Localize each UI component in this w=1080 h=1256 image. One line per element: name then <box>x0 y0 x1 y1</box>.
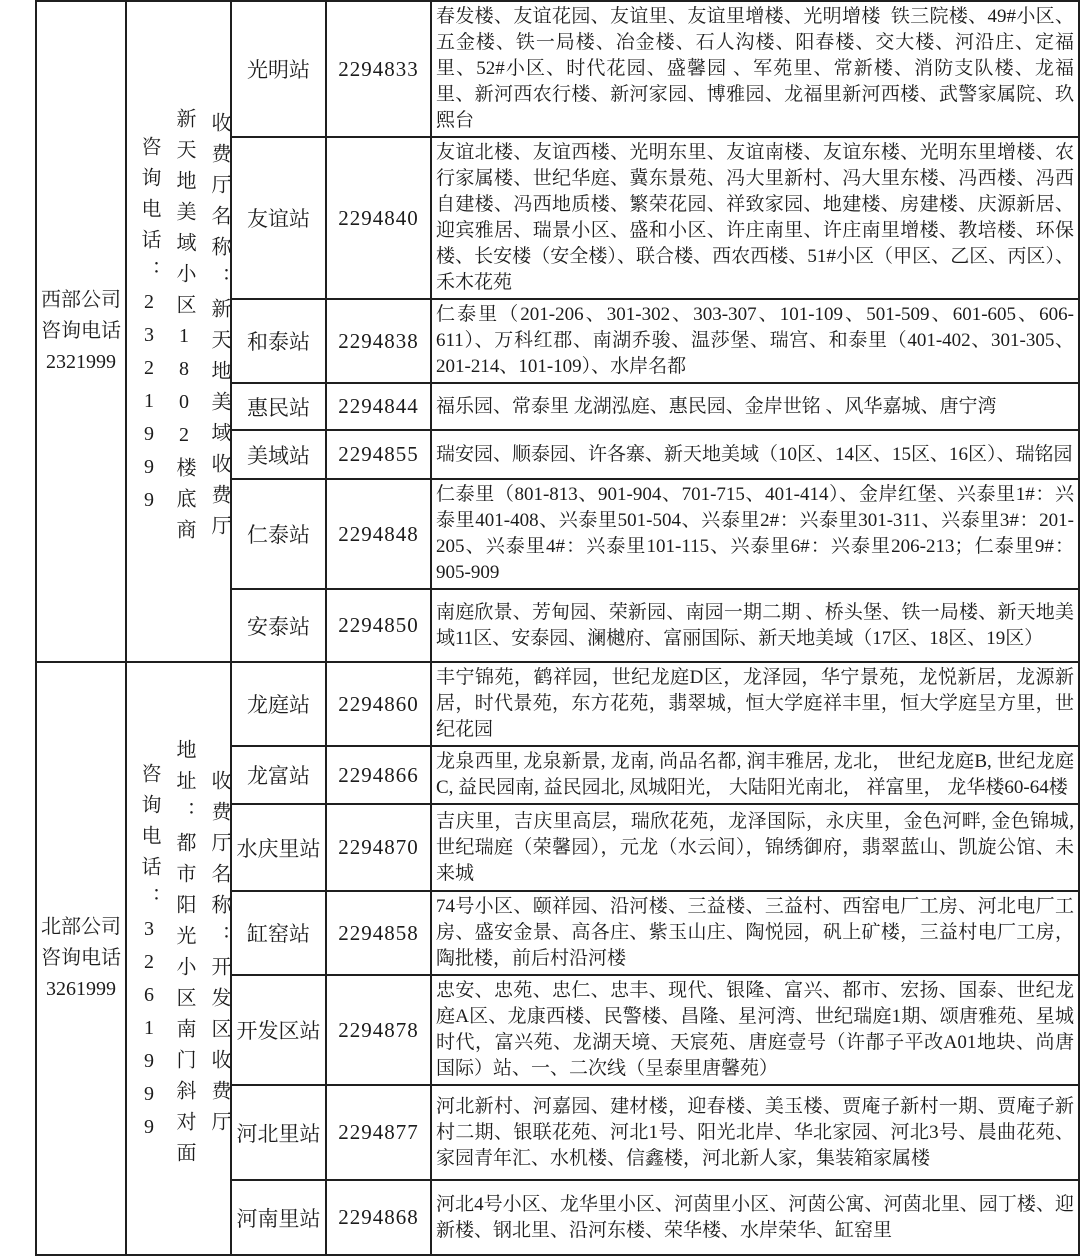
station-name-cell: 美域站 <box>231 430 326 479</box>
hall-name-line: 收费厅名称：开发区收费厅 <box>208 770 230 1142</box>
company-cell-north <box>36 662 126 1255</box>
station-coverage-cell: 仁泰里（201-206、301-302、303-307、101-109、501-509、601-605、606-611）、万科红郡、南湖乔骏、温莎堡、瑞宫、和泰里（401-402、301-305、201-214、101-109）、水岸名都 <box>431 299 1079 383</box>
station-name-cell: 和泰站 <box>231 299 326 383</box>
hall-address-line: 地址：都市阳光小区南门斜对面 <box>173 739 195 1173</box>
station-name-cell: 河南里站 <box>231 1180 326 1255</box>
station-name-cell: 惠民站 <box>231 383 326 430</box>
station-phone-cell: 2294870 <box>326 804 431 891</box>
hall-address-line: 新天地美域小区1802楼底商 <box>173 108 195 550</box>
station-name-cell: 水庆里站 <box>231 804 326 891</box>
company-cell-west <box>36 1 126 662</box>
station-phone-cell: 2294858 <box>326 891 431 975</box>
station-phone-cell: 2294833 <box>326 1 431 137</box>
station-phone-cell: 2294877 <box>326 1085 431 1180</box>
station-phone-cell: 2294866 <box>326 746 431 804</box>
station-name-cell: 缸窑站 <box>231 891 326 975</box>
station-coverage-cell: 瑞安园、顺泰园、许各寨、新天地美域（10区、14区、15区、16区）、瑞铭园 <box>431 430 1079 479</box>
company-phone-label: 咨询电话 <box>41 947 121 969</box>
hall-vertical-text <box>131 92 236 566</box>
station-phone-cell: 2294840 <box>326 137 431 299</box>
station-coverage-cell: 福乐园、常泰里 龙湖泓庭、惠民园、金岸世铭 、风华嘉城、唐宁湾 <box>431 383 1079 430</box>
station-name-cell: 开发区站 <box>231 975 326 1085</box>
hall-phone-line: 咨询电话：2321999 <box>138 136 160 522</box>
station-phone-cell: 2294844 <box>326 383 431 430</box>
station-name-cell: 仁泰站 <box>231 479 326 589</box>
station-coverage-cell: 74号小区、颐祥园、沿河楼、三益楼、三益村、西窑电厂工房、河北电厂工房、盛安金景、高各庄、紫玉山庄、陶悦园，矾上矿楼，三益村电厂工房，陶批楼，前后村沿河楼 <box>431 891 1079 975</box>
station-coverage-cell: 忠安、忠苑、忠仁、忠丰、现代、银隆、富兴、都市、宏扬、国泰、世纪龙庭A区、龙康西楼、民警楼、昌隆、星河湾、世纪瑞庭1期、颂唐雅苑、星城时代，富兴苑、龙湖天境、天宸苑、唐庭壹号（许郬子平改A01地块、尚唐国际）站、一、二次线（呈泰里唐馨苑） <box>431 975 1079 1085</box>
station-coverage-cell: 河北新村、河嘉园、建材楼，迎春楼、美玉楼、贾庵子新村一期、贾庵子新村二期、银联花苑、河北1号、阳光北岸、华北家园、河北3号、晨曲花苑、家园青年汇、水机楼、信鑫楼，河北新人家，集装箱家属楼 <box>431 1085 1079 1180</box>
company-phone-number: 2321999 <box>46 351 116 373</box>
hall-name-line: 收费厅名称：新天地美域收费厅 <box>208 112 230 546</box>
station-name-cell: 龙庭站 <box>231 662 326 746</box>
table-row <box>36 1 1079 137</box>
station-coverage-cell: 吉庆里，吉庆里高层，瑞欣花苑，龙泽国际，永庆里，金色河畔, 金色锦城, 世纪瑞庭（荣馨园），元龙（水云间），锦绣御府，翡翠蓝山、凯旋公馆、未来城 <box>431 804 1079 891</box>
station-coverage-cell: 春发楼、友谊花园、友谊里、友谊里增楼、光明增楼 铁三院楼、49#小区、五金楼、铁一局楼、冶金楼、石人沟楼、阳春楼、交大楼、河沿庄、定福里、52#小区、时代花园、盛馨园 、军苑里、常新楼、消防支队楼、龙福里、新河西农行楼、新河家园、博雅园、龙福里新河西楼、武警家属院、玖熙台 <box>431 1 1079 137</box>
station-phone-cell: 2294848 <box>326 479 431 589</box>
station-name-cell: 友谊站 <box>231 137 326 299</box>
company-phone-label: 咨询电话 <box>41 320 121 342</box>
company-name: 西部公司 <box>41 289 121 311</box>
station-coverage-cell: 河北4号小区、龙华里小区、河茵里小区、河茵公寓、河茵北里、园丁楼、迎新楼、钢北里、沿河东楼、荣华楼、水岸荣华、缸窑里 <box>431 1180 1079 1255</box>
station-phone-cell: 2294855 <box>326 430 431 479</box>
station-name-cell: 安泰站 <box>231 589 326 662</box>
station-coverage-cell: 南庭欣景、芳甸园、荣新园、南园一期二期 、桥头堡、铁一局楼、新天地美域11区、安泰园、澜樾府、富丽国际、新天地美域（17区、18区、19区） <box>431 589 1079 662</box>
station-phone-cell: 2294850 <box>326 589 431 662</box>
station-phone-cell: 2294868 <box>326 1180 431 1255</box>
company-name: 北部公司 <box>41 916 121 938</box>
station-name-cell: 龙富站 <box>231 746 326 804</box>
station-phone-cell: 2294838 <box>326 299 431 383</box>
table-row <box>36 662 1079 746</box>
company-phone-number: 3261999 <box>46 978 116 1000</box>
station-name-cell: 河北里站 <box>231 1085 326 1180</box>
station-coverage-cell: 龙泉西里, 龙泉新景, 龙南, 尚品名都, 润丰雅居, 龙北， 世纪龙庭B, 世纪龙庭C, 益民园南, 益民园北, 凤城阳光， 大陆阳光南北， 祥富里， 龙华楼60-64楼 <box>431 746 1079 804</box>
hall-phone-line: 咨询电话：3261999 <box>138 763 160 1149</box>
stations-table <box>35 0 1080 1256</box>
station-coverage-cell: 友谊北楼、友谊西楼、光明东里、友谊南楼、友谊东楼、光明东里增楼、农行家属楼、世纪华庭、冀东景苑、冯大里新村、冯大里东楼、冯西楼、冯西自建楼、冯西地质楼、繁荣花园、祥致家园、地建楼、房建楼、庆源新居、迎宾雅居、瑞景小区、盛和小区、许庄南里、许庄南里增楼、教培楼、环保楼、长安楼（安全楼）、联合楼、西农西楼、51#小区（甲区、乙区、丙区）、禾木花苑 <box>431 137 1079 299</box>
station-name-cell: 光明站 <box>231 1 326 137</box>
station-coverage-cell: 仁泰里（801-813、901-904、701-715、401-414）、金岸红堡、兴泰里1#：兴泰里401-408、兴泰里501-504、兴泰里2#：兴泰里301-311、兴泰里3#：201-205、兴泰里4#：兴泰里101-115、兴泰里6#：兴泰里206-213；仁泰里9#：905-909 <box>431 479 1079 589</box>
station-coverage-cell: 丰宁锦苑，鹤祥园，世纪龙庭D区，龙泽园，华宁景苑，龙悦新居，龙源新居，时代景苑，东方花苑，翡翠城，恒大学庭祥丰里，恒大学庭呈方里，世纪花园 <box>431 662 1079 746</box>
hall-vertical-text <box>131 719 236 1193</box>
hall-info-cell-west <box>126 1 231 662</box>
hall-info-cell-north <box>126 662 231 1255</box>
station-phone-cell: 2294860 <box>326 662 431 746</box>
station-phone-cell: 2294878 <box>326 975 431 1085</box>
